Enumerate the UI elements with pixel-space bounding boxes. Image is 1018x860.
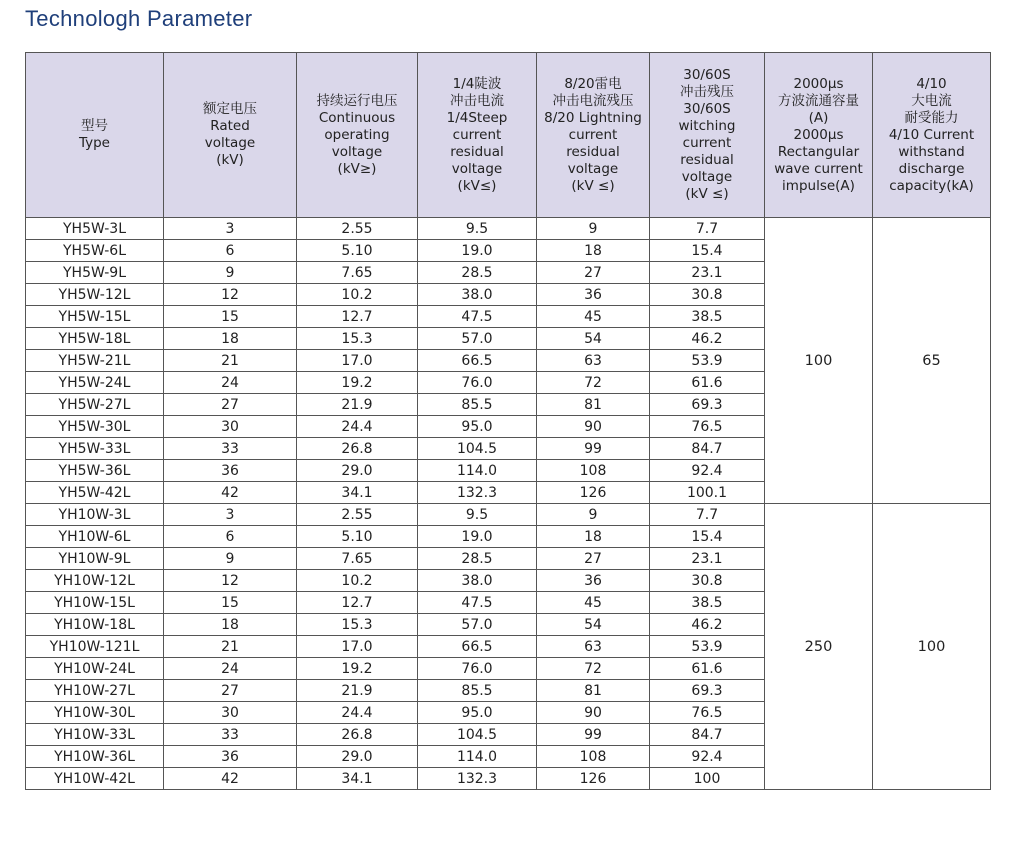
steep-residual-cell: 9.5 bbox=[418, 504, 537, 526]
lightning-residual-cell: 54 bbox=[537, 328, 650, 350]
header-line: Rated bbox=[210, 118, 250, 134]
continuous-voltage-cell: 21.9 bbox=[297, 394, 418, 416]
steep-residual-cell: 76.0 bbox=[418, 372, 537, 394]
header-line: capacity(kA) bbox=[889, 177, 974, 194]
continuous-voltage-cell: 5.10 bbox=[297, 526, 418, 548]
header-line: 2000μs bbox=[793, 75, 844, 92]
type-cell: YH10W-33L bbox=[26, 724, 164, 746]
steep-residual-cell: 66.5 bbox=[418, 350, 537, 372]
type-cell: YH5W-18L bbox=[26, 328, 164, 350]
switching-residual-cell: 84.7 bbox=[650, 724, 765, 746]
rated-voltage-cell: 15 bbox=[164, 306, 297, 328]
continuous-voltage-cell: 26.8 bbox=[297, 724, 418, 746]
lightning-residual-cell: 18 bbox=[537, 526, 650, 548]
lightning-residual-cell: 90 bbox=[537, 416, 650, 438]
continuous-voltage-cell: 24.4 bbox=[297, 416, 418, 438]
continuous-voltage-cell: 17.0 bbox=[297, 636, 418, 658]
rated-voltage-cell: 18 bbox=[164, 328, 297, 350]
header-line: 1/4Steep bbox=[446, 109, 508, 126]
steep-residual-cell: 28.5 bbox=[418, 548, 537, 570]
header-line: witching bbox=[678, 118, 736, 134]
header-line: 大电流 bbox=[911, 92, 952, 109]
header-line: residual bbox=[566, 143, 620, 160]
header-line: 30/60S bbox=[683, 67, 731, 83]
header-line: operating bbox=[324, 126, 390, 143]
header-line: 耐受能力 bbox=[904, 109, 959, 126]
lightning-residual-cell: 45 bbox=[537, 306, 650, 328]
type-cell: YH5W-21L bbox=[26, 350, 164, 372]
switching-residual-cell: 38.5 bbox=[650, 592, 765, 614]
rated-voltage-cell: 24 bbox=[164, 372, 297, 394]
steep-residual-cell: 9.5 bbox=[418, 218, 537, 240]
switching-residual-cell: 61.6 bbox=[650, 658, 765, 680]
continuous-voltage-cell: 7.65 bbox=[297, 548, 418, 570]
header-line: discharge bbox=[898, 160, 965, 177]
header-line: voltage bbox=[567, 160, 619, 177]
header-line: (kV≤) bbox=[457, 177, 497, 194]
header-line: Rectangular bbox=[777, 143, 860, 160]
rated-voltage-cell: 12 bbox=[164, 284, 297, 306]
steep-residual-cell: 38.0 bbox=[418, 284, 537, 306]
lightning-residual-cell: 72 bbox=[537, 372, 650, 394]
header-line: 冲击电流 bbox=[450, 92, 504, 109]
steep-residual-cell: 28.5 bbox=[418, 262, 537, 284]
steep-residual-cell: 95.0 bbox=[418, 702, 537, 724]
continuous-voltage-cell: 2.55 bbox=[297, 218, 418, 240]
header-line: Type bbox=[78, 135, 110, 151]
continuous-voltage-cell: 29.0 bbox=[297, 746, 418, 768]
steep-residual-cell: 132.3 bbox=[418, 482, 537, 504]
header-line: 4/10 Current bbox=[888, 126, 975, 143]
rated-voltage-cell: 27 bbox=[164, 680, 297, 702]
rated-voltage-header bbox=[164, 53, 297, 218]
lightning-residual-cell: 9 bbox=[537, 218, 650, 240]
continuous-voltage-cell: 34.1 bbox=[297, 768, 418, 790]
rated-voltage-cell: 6 bbox=[164, 526, 297, 548]
header-line: voltage bbox=[331, 143, 383, 160]
steep-residual-cell: 38.0 bbox=[418, 570, 537, 592]
rated-voltage-cell: 3 bbox=[164, 218, 297, 240]
continuous-voltage-cell: 12.7 bbox=[297, 306, 418, 328]
switching-residual-cell: 15.4 bbox=[650, 240, 765, 262]
lightning-residual-cell: 99 bbox=[537, 724, 650, 746]
continuous-voltage-cell: 5.10 bbox=[297, 240, 418, 262]
switching-residual-cell: 38.5 bbox=[650, 306, 765, 328]
header-line: Continuous bbox=[318, 109, 396, 126]
current-withstand-cell: 65 bbox=[873, 218, 991, 504]
continuous-voltage-cell: 19.2 bbox=[297, 372, 418, 394]
continuous-voltage-cell: 12.7 bbox=[297, 592, 418, 614]
header-line: 型号 bbox=[81, 118, 108, 134]
lightning-residual-cell: 99 bbox=[537, 438, 650, 460]
header-line: (kV) bbox=[216, 152, 244, 168]
continuous-voltage-cell: 17.0 bbox=[297, 350, 418, 372]
continuous-voltage-cell: 19.2 bbox=[297, 658, 418, 680]
header-line: voltage bbox=[681, 169, 733, 185]
switching-residual-cell: 53.9 bbox=[650, 350, 765, 372]
header-line: 4/10 bbox=[916, 75, 947, 92]
lightning-residual-cell: 45 bbox=[537, 592, 650, 614]
header-line: wave current bbox=[774, 160, 863, 177]
steep-residual-cell: 66.5 bbox=[418, 636, 537, 658]
rectangular-wave-impulse-cell: 100 bbox=[765, 218, 873, 504]
rated-voltage-cell: 12 bbox=[164, 570, 297, 592]
rated-voltage-cell: 24 bbox=[164, 658, 297, 680]
continuous-voltage-cell: 7.65 bbox=[297, 262, 418, 284]
switching-residual-cell: 76.5 bbox=[650, 416, 765, 438]
switching-residual-cell: 53.9 bbox=[650, 636, 765, 658]
rated-voltage-cell: 33 bbox=[164, 438, 297, 460]
header-line: (A) bbox=[808, 109, 829, 126]
lightning-residual-cell: 27 bbox=[537, 548, 650, 570]
type-cell: YH5W-12L bbox=[26, 284, 164, 306]
switching-residual-cell: 84.7 bbox=[650, 438, 765, 460]
page-title: Technologh Parameter bbox=[25, 6, 253, 31]
switching-residual-cell: 100 bbox=[650, 768, 765, 790]
switching-residual-cell: 69.3 bbox=[650, 394, 765, 416]
type-cell: YH5W-33L bbox=[26, 438, 164, 460]
table-body bbox=[26, 218, 991, 790]
steep-residual-cell: 57.0 bbox=[418, 614, 537, 636]
lightning-residual-cell: 81 bbox=[537, 394, 650, 416]
continuous-voltage-cell: 10.2 bbox=[297, 284, 418, 306]
header-line: 1/4陡波 bbox=[452, 75, 502, 92]
rectangular-wave-impulse-cell: 250 bbox=[765, 504, 873, 790]
header-line: residual bbox=[680, 152, 734, 168]
continuous-voltage-cell: 24.4 bbox=[297, 702, 418, 724]
header-line: 30/60S bbox=[683, 101, 731, 117]
type-cell: YH5W-9L bbox=[26, 262, 164, 284]
type-cell: YH10W-24L bbox=[26, 658, 164, 680]
type-cell: YH10W-36L bbox=[26, 746, 164, 768]
type-cell: YH10W-15L bbox=[26, 592, 164, 614]
steep-residual-cell: 85.5 bbox=[418, 394, 537, 416]
switching-residual-cell: 30.8 bbox=[650, 570, 765, 592]
type-cell: YH5W-6L bbox=[26, 240, 164, 262]
switching-residual-cell: 100.1 bbox=[650, 482, 765, 504]
steep-residual-cell: 85.5 bbox=[418, 680, 537, 702]
switching-residual-cell: 7.7 bbox=[650, 218, 765, 240]
rated-voltage-cell: 3 bbox=[164, 504, 297, 526]
continuous-voltage-cell: 29.0 bbox=[297, 460, 418, 482]
header-line: 8/20雷电 bbox=[564, 75, 622, 92]
rated-voltage-cell: 18 bbox=[164, 614, 297, 636]
rated-voltage-cell: 42 bbox=[164, 768, 297, 790]
header-line: 方波流通容量 bbox=[778, 92, 859, 109]
type-cell: YH5W-15L bbox=[26, 306, 164, 328]
type-cell: YH5W-30L bbox=[26, 416, 164, 438]
lightning-residual-cell: 63 bbox=[537, 350, 650, 372]
steep-residual-cell: 47.5 bbox=[418, 306, 537, 328]
rated-voltage-cell: 9 bbox=[164, 262, 297, 284]
continuous-voltage-cell: 15.3 bbox=[297, 328, 418, 350]
continuous-voltage-cell: 15.3 bbox=[297, 614, 418, 636]
header-row bbox=[26, 53, 991, 218]
header-line: voltage bbox=[204, 135, 256, 151]
header-line: impulse(A) bbox=[782, 177, 855, 194]
type-cell: YH10W-121L bbox=[26, 636, 164, 658]
table-row bbox=[26, 218, 991, 240]
lightning-residual-cell: 81 bbox=[537, 680, 650, 702]
rectangular-wave-impulse-header bbox=[765, 53, 873, 218]
steep-residual-cell: 132.3 bbox=[418, 768, 537, 790]
lightning-residual-cell: 108 bbox=[537, 460, 650, 482]
steep-residual-cell: 19.0 bbox=[418, 526, 537, 548]
steep-residual-cell: 114.0 bbox=[418, 460, 537, 482]
switching-residual-cell: 69.3 bbox=[650, 680, 765, 702]
continuous-voltage-cell: 21.9 bbox=[297, 680, 418, 702]
rated-voltage-cell: 33 bbox=[164, 724, 297, 746]
rated-voltage-cell: 30 bbox=[164, 702, 297, 724]
switching-residual-cell: 23.1 bbox=[650, 262, 765, 284]
lightning-residual-cell: 72 bbox=[537, 658, 650, 680]
continuous-voltage-header bbox=[297, 53, 418, 218]
parameter-table bbox=[25, 52, 991, 790]
lightning-residual-cell: 126 bbox=[537, 482, 650, 504]
table-header bbox=[26, 53, 991, 218]
steep-residual-cell: 47.5 bbox=[418, 592, 537, 614]
table-row bbox=[26, 504, 991, 526]
lightning-residual-cell: 108 bbox=[537, 746, 650, 768]
type-cell: YH10W-3L bbox=[26, 504, 164, 526]
lightning-residual-cell: 18 bbox=[537, 240, 650, 262]
type-cell: YH10W-12L bbox=[26, 570, 164, 592]
continuous-voltage-cell: 10.2 bbox=[297, 570, 418, 592]
type-cell: YH10W-6L bbox=[26, 526, 164, 548]
lightning-residual-cell: 36 bbox=[537, 284, 650, 306]
switching-residual-cell: 46.2 bbox=[650, 328, 765, 350]
current-withstand-cell: 100 bbox=[873, 504, 991, 790]
type-cell: YH5W-27L bbox=[26, 394, 164, 416]
steep-residual-cell: 104.5 bbox=[418, 438, 537, 460]
steep-residual-cell: 19.0 bbox=[418, 240, 537, 262]
header-line: 冲击电流残压 bbox=[552, 92, 634, 109]
type-header bbox=[26, 53, 164, 218]
header-line: current bbox=[452, 126, 502, 143]
steep-residual-cell: 114.0 bbox=[418, 746, 537, 768]
lightning-residual-cell: 63 bbox=[537, 636, 650, 658]
current-withstand-capacity-header bbox=[873, 53, 991, 218]
type-cell: YH10W-42L bbox=[26, 768, 164, 790]
type-cell: YH5W-42L bbox=[26, 482, 164, 504]
type-cell: YH5W-24L bbox=[26, 372, 164, 394]
header-line: current bbox=[682, 135, 732, 151]
lightning-residual-cell: 126 bbox=[537, 768, 650, 790]
rated-voltage-cell: 30 bbox=[164, 416, 297, 438]
lightning-residual-cell: 54 bbox=[537, 614, 650, 636]
header-line: (kV ≤) bbox=[685, 186, 729, 202]
continuous-voltage-cell: 34.1 bbox=[297, 482, 418, 504]
switching-residual-cell: 7.7 bbox=[650, 504, 765, 526]
rated-voltage-cell: 15 bbox=[164, 592, 297, 614]
header-line: (kV ≤) bbox=[571, 177, 615, 194]
type-cell: YH10W-27L bbox=[26, 680, 164, 702]
rated-voltage-cell: 21 bbox=[164, 636, 297, 658]
rated-voltage-cell: 36 bbox=[164, 746, 297, 768]
switching-residual-cell: 15.4 bbox=[650, 526, 765, 548]
switching-residual-cell: 23.1 bbox=[650, 548, 765, 570]
type-cell: YH10W-9L bbox=[26, 548, 164, 570]
lightning-residual-cell: 90 bbox=[537, 702, 650, 724]
header-line: (kV≥) bbox=[337, 160, 377, 177]
steep-residual-cell: 76.0 bbox=[418, 658, 537, 680]
header-line: 额定电压 bbox=[203, 101, 257, 117]
type-cell: YH10W-30L bbox=[26, 702, 164, 724]
switching-residual-cell: 30.8 bbox=[650, 284, 765, 306]
switching-residual-cell: 76.5 bbox=[650, 702, 765, 724]
switching-residual-cell: 61.6 bbox=[650, 372, 765, 394]
steep-residual-cell: 104.5 bbox=[418, 724, 537, 746]
lightning-current-residual-voltage-header bbox=[537, 53, 650, 218]
lightning-residual-cell: 9 bbox=[537, 504, 650, 526]
type-cell: YH5W-3L bbox=[26, 218, 164, 240]
steep-residual-cell: 57.0 bbox=[418, 328, 537, 350]
continuous-voltage-cell: 26.8 bbox=[297, 438, 418, 460]
header-line: withstand bbox=[898, 143, 965, 160]
lightning-residual-cell: 27 bbox=[537, 262, 650, 284]
rated-voltage-cell: 9 bbox=[164, 548, 297, 570]
rated-voltage-cell: 42 bbox=[164, 482, 297, 504]
switching-residual-cell: 92.4 bbox=[650, 746, 765, 768]
header-line: 8/20 Lightning bbox=[544, 109, 642, 126]
rated-voltage-cell: 27 bbox=[164, 394, 297, 416]
continuous-voltage-cell: 2.55 bbox=[297, 504, 418, 526]
steep-residual-cell: 95.0 bbox=[418, 416, 537, 438]
rated-voltage-cell: 36 bbox=[164, 460, 297, 482]
type-cell: YH5W-36L bbox=[26, 460, 164, 482]
header-line: 2000μs bbox=[793, 126, 844, 143]
header-line: 冲击残压 bbox=[680, 84, 734, 100]
header-line: voltage bbox=[451, 160, 503, 177]
switching-current-residual-voltage-header bbox=[650, 53, 765, 218]
header-line: 持续运行电压 bbox=[316, 92, 398, 109]
switching-residual-cell: 46.2 bbox=[650, 614, 765, 636]
header-line: current bbox=[568, 126, 618, 143]
header-line: residual bbox=[450, 143, 504, 160]
lightning-residual-cell: 36 bbox=[537, 570, 650, 592]
rated-voltage-cell: 21 bbox=[164, 350, 297, 372]
type-cell: YH10W-18L bbox=[26, 614, 164, 636]
rated-voltage-cell: 6 bbox=[164, 240, 297, 262]
switching-residual-cell: 92.4 bbox=[650, 460, 765, 482]
steep-current-residual-voltage-header bbox=[418, 53, 537, 218]
